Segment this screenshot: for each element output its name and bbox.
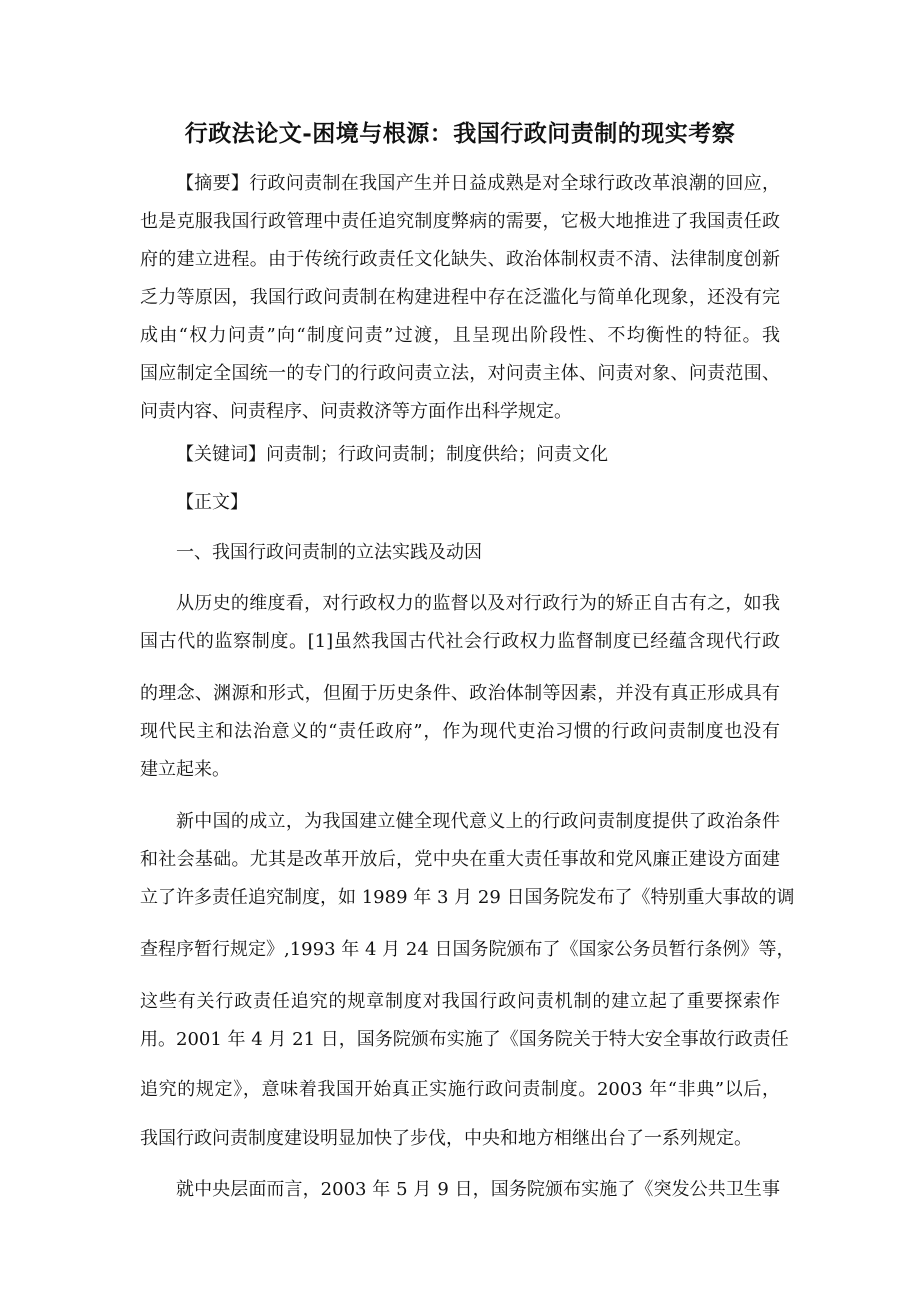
paragraph-line: 国古代的监察制度。[1]虽然我国古代社会行政权力监督制度已经蕴含现代行政 [140, 631, 780, 652]
paragraph-line: 立了许多责任追究制度，如 1989 年 3 月 29 日国务院发布了《特别重大事故的调 [140, 887, 795, 908]
paragraph-line: 建立起来。 [140, 759, 230, 780]
paragraph-line: 的理念、渊源和形式，但囿于历史条件、政治体制等因素，并没有真正形成具有 [140, 683, 780, 704]
paragraph-line: 查程序暂行规定》,1993 年 4 月 24 日国务院颁布了《国家公务员暂行条例》等， [140, 939, 795, 960]
paragraph-line: 现代民主和法治意义的“责任政府”，作为现代吏治习惯的行政问责制度也没有 [140, 721, 780, 742]
paragraph-line: 和社会基础。尤其是改革开放后，党中央在重大责任事故和党风廉正建设方面建 [140, 849, 780, 870]
paragraph-line: 就中央层面而言，2003 年 5 月 9 日，国务院颁布实施了《突发公共卫生事 [176, 1179, 780, 1200]
paragraph-line: 这些有关行政责任追究的规章制度对我国行政问责机制的建立起了重要探索作 [140, 991, 780, 1012]
document-title: 行政法论文-困境与根源：我国行政问责制的现实考察 [184, 120, 736, 147]
section-heading: 一、我国行政问责制的立法实践及动因 [176, 542, 482, 563]
paragraph-line: 用。2001 年 4 月 21 日，国务院颁布实施了《国务院关于特大安全事故行政责任 [140, 1029, 789, 1050]
paragraph-line: 新中国的成立，为我国建立健全现代意义上的行政问责制度提供了政治条件 [176, 811, 780, 832]
paragraph-line: 从历史的维度看，对行政权力的监督以及对行政行为的矫正自古有之，如我 [176, 593, 780, 614]
abstract-line: 府的建立进程。由于传统行政责任文化缺失、政治体制权责不清、法律制度创新 [140, 249, 780, 270]
abstract-line: 也是克服我国行政管理中责任追究制度弊病的需要，它极大地推进了我国责任政 [140, 211, 780, 232]
paragraph-line: 我国行政问责制度建设明显加快了步伐，中央和地方相继出台了一系列规定。 [140, 1128, 752, 1149]
abstract-line: 成由“权力问责”向“制度问责”过渡，且呈现出阶段性、不均衡性的特征。我 [140, 325, 780, 346]
abstract-line: 国应制定全国统一的专门的行政问责立法，对问责主体、问责对象、问责范围、 [140, 363, 780, 384]
abstract-line: 【摘要】行政问责制在我国产生并日益成熟是对全球行政改革浪潮的回应， [176, 173, 780, 194]
body-heading: 【正文】 [176, 492, 248, 513]
abstract-line: 问责内容、问责程序、问责救济等方面作出科学规定。 [140, 401, 572, 422]
paragraph-line: 追究的规定》，意味着我国开始真正实施行政问责制度。2003 年“非典”以后， [140, 1079, 780, 1100]
abstract-line: 乏力等原因，我国行政问责制在构建进程中存在泛滥化与简单化现象，还没有完 [140, 287, 780, 308]
keywords: 【关键词】问责制；行政问责制；制度供给；问责文化 [176, 444, 608, 465]
